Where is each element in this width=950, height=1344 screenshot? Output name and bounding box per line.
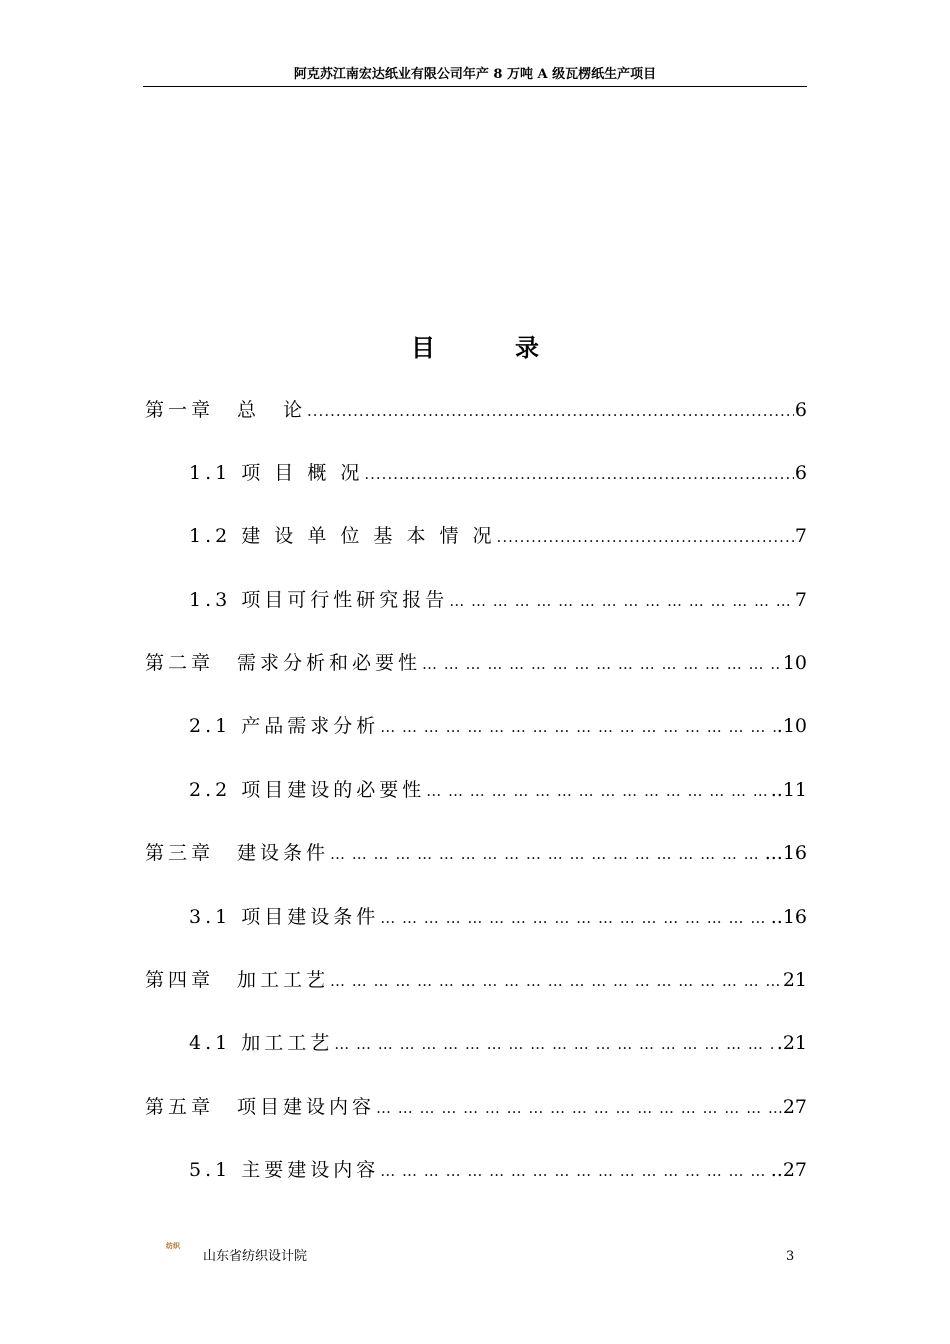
toc-entry-chapter-2[interactable] <box>145 649 807 677</box>
toc-entry-section-4-1[interactable] <box>189 1029 807 1057</box>
toc-entry-page: .21 <box>776 1032 807 1054</box>
toc-entry-chapter-1[interactable] <box>145 396 807 424</box>
toc-entry-label: 1.3 项目可行性研究报告 <box>189 589 449 611</box>
toc-title: 目录 <box>411 333 619 362</box>
toc-entry-label: 2.1 产品需求分析 <box>189 715 380 737</box>
toc-entry-section-2-2[interactable] <box>189 776 807 804</box>
toc-entry-page: ...16 <box>764 842 807 864</box>
toc-dot-leader <box>497 523 794 551</box>
toc-dot-leader <box>380 904 769 932</box>
toc-entry-label: 2.2 项目建设的必要性 <box>189 779 426 801</box>
toc-entry-label: 5.1 主要建设内容 <box>189 1159 380 1181</box>
toc-dot-leader <box>449 587 794 615</box>
toc-entry-page: ..27 <box>770 1159 807 1181</box>
toc-entry-chapter-5[interactable] <box>145 1093 807 1121</box>
toc-dot-leader <box>376 1094 782 1122</box>
toc-entry-section-1-3[interactable] <box>189 586 807 614</box>
toc-entry-label: 第三章 建设条件 <box>145 842 330 864</box>
page-header <box>143 66 807 87</box>
toc-dot-leader <box>380 1157 769 1185</box>
toc-entry-section-1-2[interactable] <box>189 522 807 550</box>
toc-dot-leader <box>422 650 782 678</box>
toc-entry-page: 10 <box>782 652 807 674</box>
toc-dot-leader <box>330 967 782 995</box>
toc-entry-page: 6 <box>794 462 807 484</box>
toc-entry-label: 第一章 总 论 <box>145 399 307 421</box>
toc-entry-page: ..11 <box>770 779 807 801</box>
toc-entry-label: 1.2 建 设 单 位 基 本 情 况 <box>189 525 496 547</box>
toc-entry-chapter-3[interactable] <box>145 839 807 867</box>
toc-entry-page: 7 <box>794 589 807 611</box>
toc-entry-label: 1.1 项 目 概 况 <box>189 462 364 484</box>
toc-dot-leader <box>307 397 794 425</box>
toc-entry-page: 6 <box>794 399 807 421</box>
toc-entry-label: 第五章 项目建设内容 <box>145 1096 376 1118</box>
toc-entry-page: 21 <box>782 969 807 991</box>
header-title: 阿克苏江南宏达纸业有限公司年产 8 万吨 A 级瓦楞纸生产项目 <box>293 67 657 82</box>
toc-entry-section-5-1[interactable] <box>189 1156 807 1184</box>
toc-entry-label: 4.1 加工工艺 <box>189 1032 334 1054</box>
toc-entry-section-3-1[interactable] <box>189 903 807 931</box>
toc-entry-section-1-1[interactable] <box>189 459 807 487</box>
toc-entry-page: 27 <box>782 1096 807 1118</box>
page-number: 3 <box>786 1249 795 1264</box>
toc-entry-page: 7 <box>794 525 807 547</box>
toc-entry-label: 第二章 需求分析和必要性 <box>145 652 422 674</box>
toc-entry-chapter-4[interactable] <box>145 966 807 994</box>
institute-logo-icon: 纺织 <box>166 1241 180 1250</box>
toc-entry-label: 3.1 项目建设条件 <box>189 906 380 928</box>
toc-dot-leader <box>334 1030 776 1058</box>
toc-entry-page: .10 <box>776 715 807 737</box>
toc-dot-leader <box>380 713 776 741</box>
toc-dot-leader <box>364 460 794 488</box>
toc-entry-label: 第四章 加工工艺 <box>145 969 330 991</box>
toc-dot-leader <box>330 840 764 868</box>
toc-entry-section-2-1[interactable] <box>189 712 807 740</box>
toc-entry-page: ..16 <box>770 906 807 928</box>
footer-organization: 山东省纺织设计院 <box>203 1249 308 1264</box>
toc-dot-leader <box>426 777 769 805</box>
